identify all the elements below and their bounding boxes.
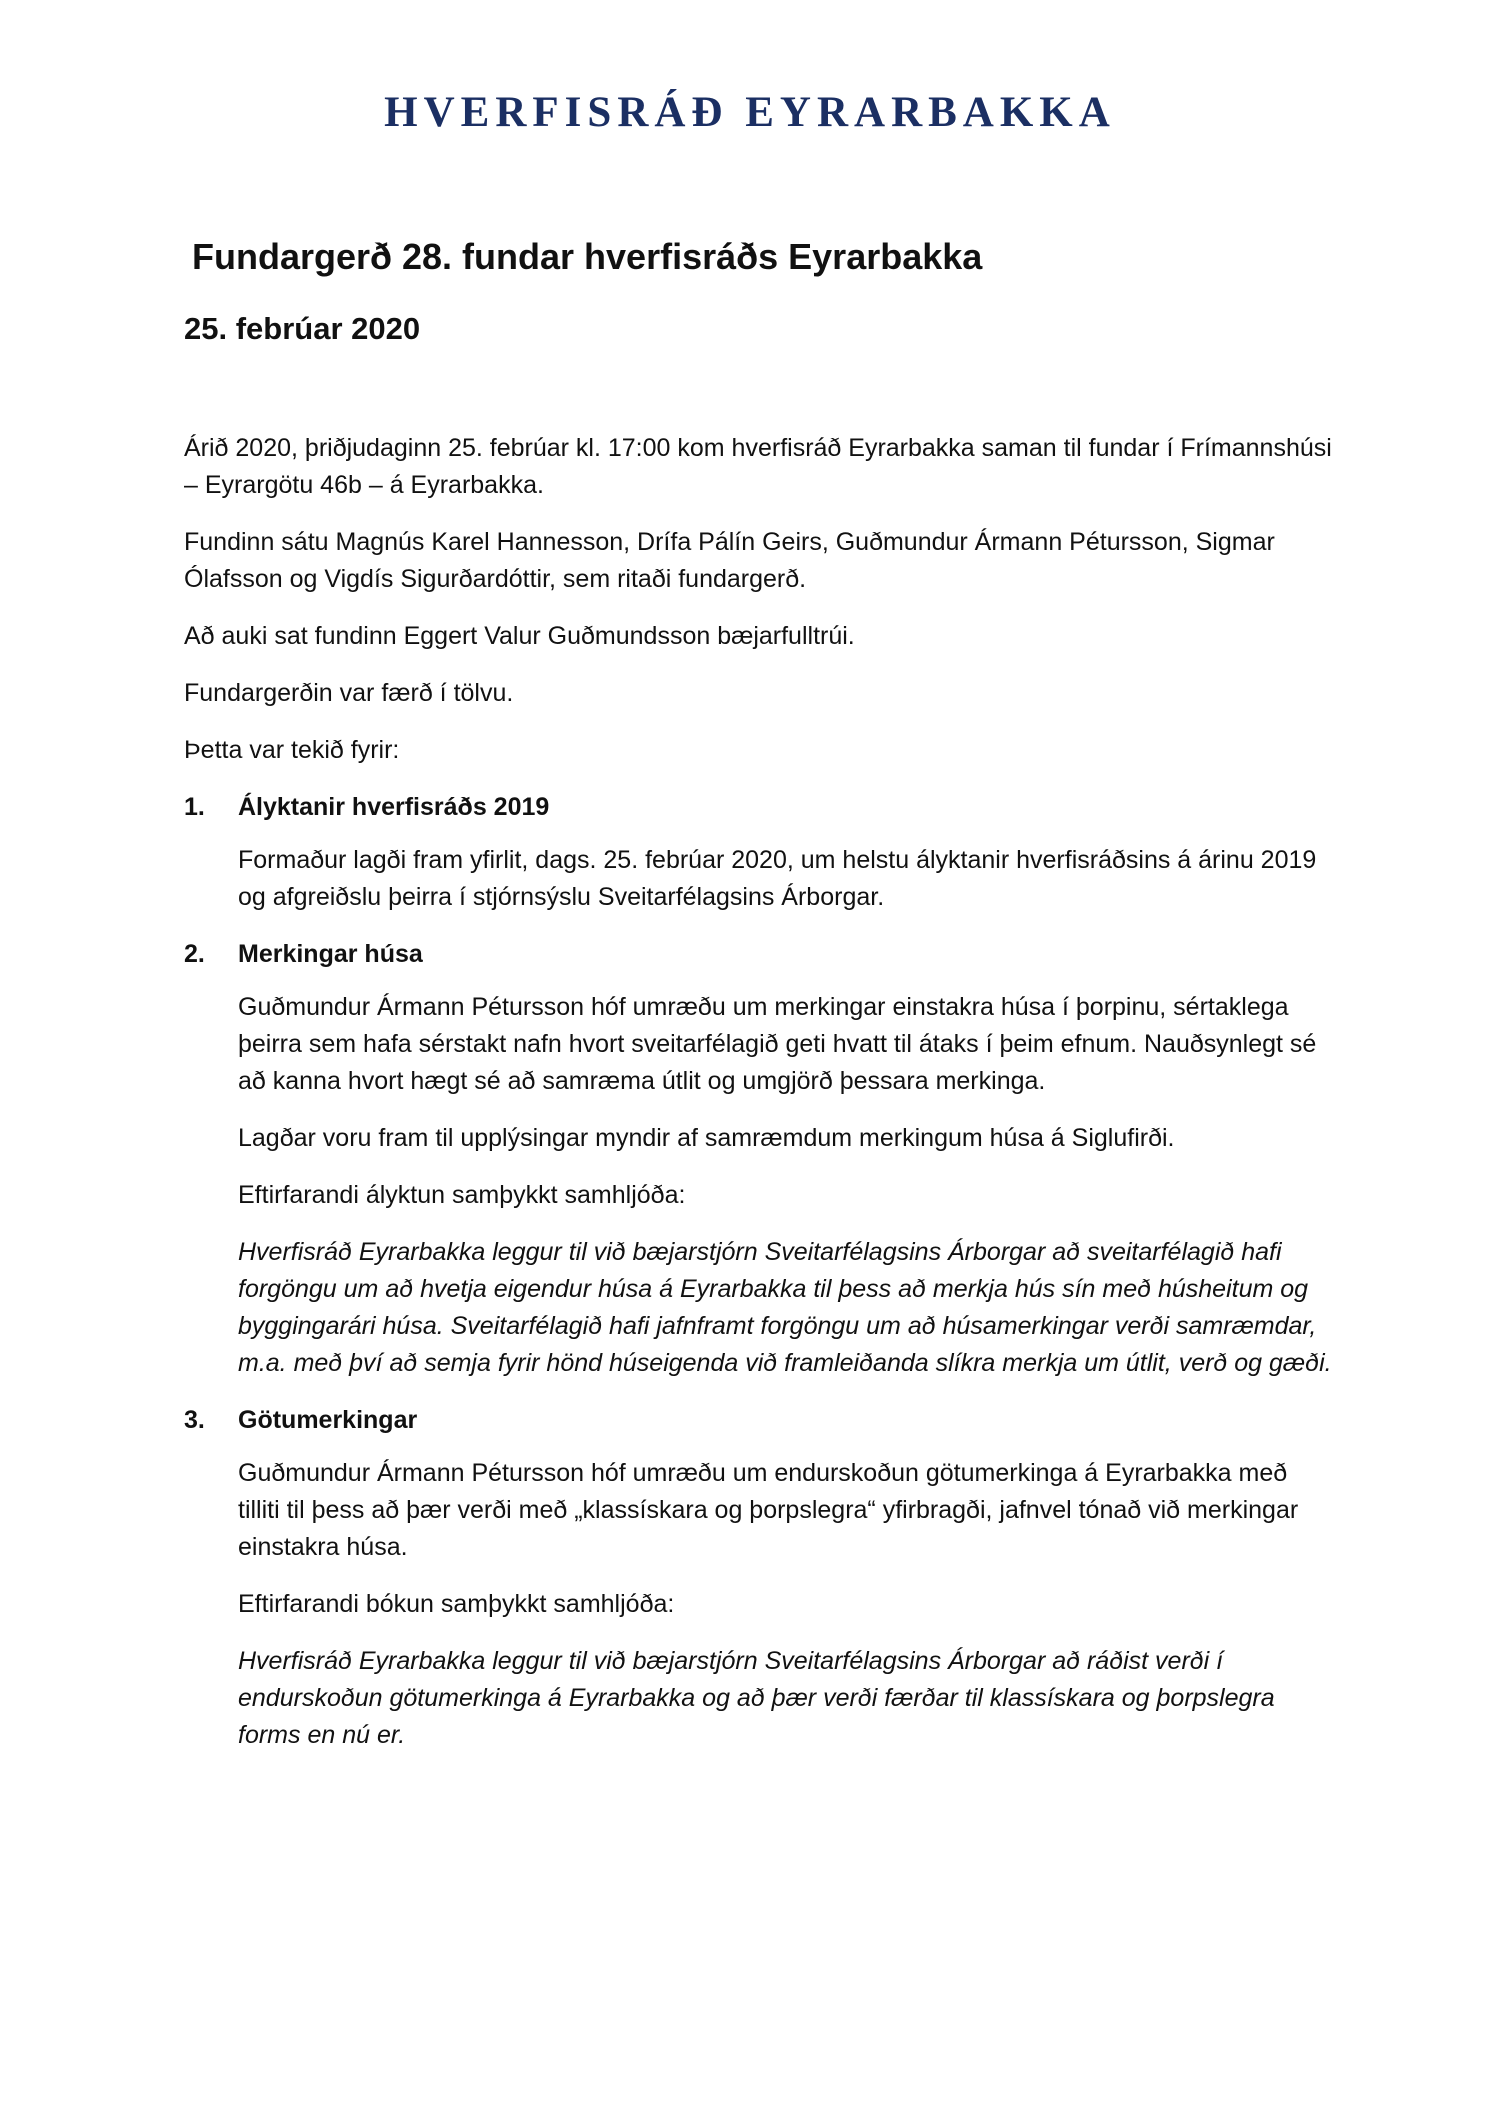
intro-paragraph: Fundargerðin var færð í tölvu. — [184, 679, 514, 707]
agenda-item-number: 2. — [184, 940, 205, 968]
intro-paragraph: Að auki sat fundinn Eggert Valur Guðmundsson bæjarfulltrúi. — [184, 622, 855, 650]
agenda-item-heading — [184, 789, 1334, 826]
agenda-item-content — [238, 989, 1334, 1382]
agenda-paragraph: Eftirfarandi ályktun samþykkt samhljóða: — [238, 1181, 686, 1209]
intro-paragraph: Fundinn sátu Magnús Karel Hannesson, Drífa Pálín Geirs, Guðmundur Ármann Pétursson, Sigmar Ólafsson og Vigdís Sigurðardóttir, sem ritaði fundargerð. — [184, 528, 1275, 593]
intro-paragraph: Þetta var tekið fyrir: — [184, 736, 400, 764]
document-date: 25. febrúar 2020 — [184, 311, 421, 346]
resolution-text: Hverfisráð Eyrarbakka leggur til við bæjarstjórn Sveitarfélagsins Árborgar að ráðist verði í endurskoðun götumerkinga á Eyrarbakka og að þær verði færðar til klassískara og þorpslegra forms en nú er. — [238, 1647, 1275, 1749]
document-body — [184, 430, 1334, 1774]
document-title: Fundargerð 28. fundar hverfisráðs Eyrarbakka — [192, 236, 983, 277]
agenda-item-heading — [184, 936, 1334, 973]
agenda-item-title: Merkingar húsa — [238, 940, 423, 968]
agenda-item-number: 1. — [184, 793, 205, 821]
agenda-item — [184, 936, 1334, 1382]
agenda-paragraph: Lagðar voru fram til upplýsingar myndir af samræmdum merkingum húsa á Siglufirði. — [238, 1124, 1175, 1152]
agenda-paragraph: Eftirfarandi bókun samþykkt samhljóða: — [238, 1590, 675, 1618]
letterhead: HVERFISRÁÐ EYRARBAKKA — [384, 89, 1116, 136]
agenda-item-number: 3. — [184, 1406, 205, 1434]
agenda-item — [184, 789, 1334, 916]
agenda-item-title: Ályktanir hverfisráðs 2019 — [238, 793, 550, 821]
agenda-item-content — [238, 842, 1334, 916]
agenda-item-title: Götumerkingar — [238, 1406, 418, 1434]
agenda-paragraph: Guðmundur Ármann Pétursson hóf umræðu um merkingar einstakra húsa í þorpinu, sértaklega þeirra sem hafa sérstakt nafn hvort sveitarfélagið geti hvatt til átaks í þeim efnum. Nauðsynlegt sé að kanna hvort hægt sé að samræma útlit og umgjörð þessara merkinga. — [238, 993, 1317, 1095]
intro-paragraph: Árið 2020, þriðjudaginn 25. febrúar kl. 17:00 kom hverfisráð Eyrarbakka saman til fundar í Frímannshúsi – Eyrargötu 46b – á Eyrarbakka. — [184, 434, 1332, 499]
agenda-item-content — [238, 1455, 1334, 1754]
agenda-paragraph: Guðmundur Ármann Pétursson hóf umræðu um endurskoðun götumerkinga á Eyrarbakka með tilliti til þess að þær verði með „klassískara og þorpslegra“ yfirbragði, jafnvel tónað við merkingar einstakra húsa. — [238, 1459, 1299, 1561]
agenda-paragraph: Formaður lagði fram yfirlit, dags. 25. febrúar 2020, um helstu ályktanir hverfisráðsins á árinu 2019 og afgreiðslu þeirra í stjórnsýslu Sveitarfélagsins Árborgar. — [238, 846, 1317, 911]
agenda-item-heading — [184, 1402, 1334, 1439]
agenda-item — [184, 1402, 1334, 1754]
resolution-text: Hverfisráð Eyrarbakka leggur til við bæjarstjórn Sveitarfélagsins Árborgar að sveitarfélagið hafi forgöngu um að hvetja eigendur húsa á Eyrarbakka til þess að merkja hús sín með húsheitum og byggingarári húsa. Sveitarfélagið hafi jafnframt forgöngu um að húsamerkingar verði samræmdar, m.a. með því að semja fyrir hönd húseigenda við framleiðanda slíkra merkja um útlit, verð og gæði. — [238, 1238, 1332, 1377]
